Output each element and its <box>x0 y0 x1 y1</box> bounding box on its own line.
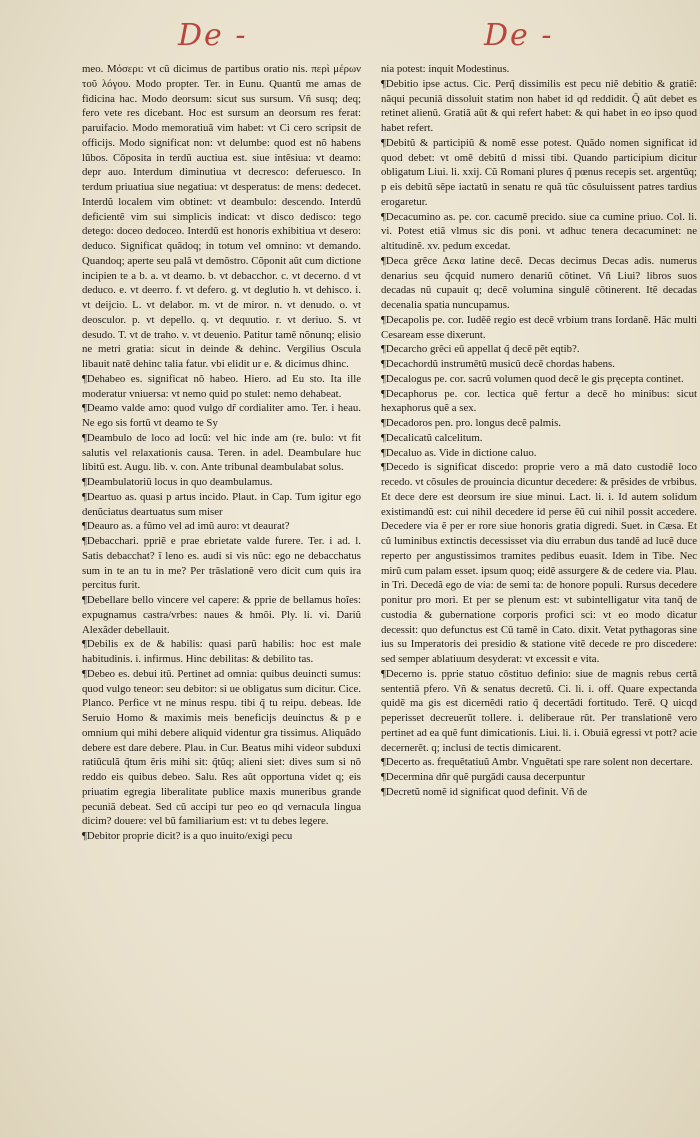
dictionary-entry: ¶Debellare bello vincere vel capere: & pprie de bellamus hoĩes: expugnamus castra/vrbes: naues & hmõi. Ply. li. vi. Dariũ Alexãder debellauit. <box>82 594 361 636</box>
running-head-right: De - <box>484 18 554 53</box>
left-column <box>82 62 361 844</box>
dictionary-entry: ¶Decermina dñr quẽ purgãdi causa decerpuntur <box>381 771 586 783</box>
dictionary-entry: ¶Decaphorus pe. cor. lectica quẽ fertur a decẽ ho minibus: sicut hexaphorus quẽ a sex. <box>381 387 697 415</box>
dictionary-entry: ¶Decerno is. pprie statuo cõstituo definio: siue de magnis rebus certã sententiã pfero. Vñ & senatus decretũ. Ci. li. i. off. Quare expectanda quidẽ ma gis est dicernẽdi ratio q̃ decertãdi fortitudo. Terẽ. Q uicqd peperisset decreuerũt tollere. i. deliberaue rũt. Per translationẽ vero pertinet ad ea quẽ funt dimicationis. Liui. li. i. Obuiã egressi vt pott? acie decernerẽt. q; inclusi de tectis dimicarent. <box>381 667 697 754</box>
dictionary-entry: ¶Debitio ipse actus. Cic. Perq̃ dissimilis est pecu niẽ debitio & gratiẽ: nãqui pecuniã dissoluit statim non habet id qd reddidit. Q̃ aũt debet es retinet alienũ. Gratiã aũt & qui refert habet: & qui habet in eo ipso quod habet refert. <box>381 77 697 134</box>
dictionary-entry: ¶Deartuo as. quasi p artus incido. Plaut. in Cap. Tum igitur ego denũciatus deartuatus sum miser <box>82 490 361 518</box>
dictionary-entry: ¶Dehabeo es. significat nõ habeo. Hiero. ad Eu sto. Ita ille moderatur vniuersa: vt nemo quid po stulet: nemo dehabeat. <box>82 372 361 400</box>
dictionary-entry: ¶Decarcho grẽci eũ appellat q̃ decẽ pẽt eqtib?. <box>381 343 580 356</box>
dictionary-entry: nia potest: inquit Modestinus. <box>381 63 510 75</box>
dictionary-entry: ¶Decedo is significat discedo: proprie vero a mã dato custodiẽ loco recedo. vt cõsules de prouincia dicuntur decedere: & prẽsides de vrbibus. Et dece dere est deorsum ire siue minui. Lact. li. i. Id autem solidum existimandũ est: cui nihil decedere id perse ẽũ cui nihil possit accedere. Decedere via ẽ per er rore siue honoris gratia digredi. Suet. in Cæsa. Et cũ luminibus extinctis decessisset via diu errabun dus tandẽ ad lucẽ duce reperto per angustissimos tramites pedibus euasit. Idem in Tibe. Nec mirũ cum palam esset. ipsum quoq; eidẽ assurgere & de cedere via. Plau. in Tri. Decedã ego de via: de semi ta: de honore populi. Rursus decedere ponitur pro mori. Et per se plenum est: vt subintelligatur vita tanq̃ de custodia & gubernatione corporis profici sci: vt eo modo dicatur decessit: quo defunctus est Cũ tamẽ in Cato. dixit. Vetat pythagoras sine ius su Imperatoris dei presidio & statione vitẽ decede re pro discedere: sed semper ablatiuum desyderat: vt excessit e vita. <box>381 461 697 665</box>
dictionary-entry: ¶Debitũ & participiũ & nomẽ esse potest. Quãdo nomen significat id quod debet: vt omẽ debitũ d missi tibi. Quando participium dicitur obligatum Liui. li. xxij. Cũ Romani plures q̃ pœnus recepis set. argentũq; p eis debitũ sẽpe iactatũ in senatu re quã tũc cõsuluissent patres tardius erogaretur. <box>381 136 697 208</box>
dictionary-entry: ¶Decacumino as. pe. cor. cacumẽ precido. siue ca cumine priuo. Col. li. vi. Potest etiã vlmus sic dis poni. vt adhuc tenera decacuminet: ne altitudinẽ. xv. pedum excedat. <box>381 210 697 252</box>
dictionary-entry: ¶Deambulatoriũ locus in quo deambulamus. <box>82 476 273 488</box>
dictionary-entry: ¶Deca grẽce Δεκα latine decẽ. Decas decimus Decas adis. numerus denarius seu q̃cquid numero denariũ cõtinet. Vñ Liui? libros suos decadas nũ cupauit q; decẽ volumina singulẽ cõtinerent. Itẽ decadas decenalia spatia nuncupamus. <box>381 254 697 311</box>
dictionary-entry: ¶Decapolis pe. cor. Iudẽẽ regio est decẽ vrbium trans Iordanẽ. Hãc multi Cesaream esse dixerunt. <box>381 313 697 341</box>
dictionary-entry: ¶Deambulo de loco ad locũ: vel hic inde am (re. bulo: vt fit salutis vel relaxationis causa. Teren. in adel. Deambulare huc libitũ est. Augu. lib. v. con. Ante tribunal deambulabat solus. <box>82 431 361 474</box>
dictionary-entry: ¶Decalicatũ calcelitum. <box>381 431 483 444</box>
dictionary-entry: ¶Debitor proprie dicit? is a quo inuito/exigi pecu <box>82 830 293 842</box>
dictionary-entry: ¶Deamo valde amo: quod vulgo dr̃ cordialiter amo. Ter. i heau. Ne ego sis fortũ vt deamo te Sy <box>82 402 361 429</box>
dictionary-entry: meo. Μόσερι: vt cũ dicimus de partibus oratio nis. περὶ μέρων τοῦ λόγου. Modo propter. Ter. in Eunu. Quantũ me amas de fidicina hac. Modo deorsum: sicut sus sursum. Vñ susq; deq; fero vete res dicebant. Hoc est sursum an deorsum res ferat: paruifacio. Modo memoratiuã vim habet: vt Ci cero scripsit de officijs. Modo significat non: vt delumbe: quod est nõ habens lũbos. Cõposita in terdũ auctiua est. siue intẽsiua: vt deamo: depr auo. Interdum diminutiua vt decresco: deferuesco. In terdum priuatiua siue negatiua: vt desperatus: de mens: dedecet. Interdũ localem vim obtinet: vt deambulo: descendo. Interdũ deficientẽ vim sui simplicis indicat: vt disco dedisco: tego detego: doceo dedoceo. Interdũ est honoris exhibitiua vt desero: deduco. Significat quãdoq; in totum vel omnino: vt demando. Quandoq; aperte seu palã vt demõstro. Cõponit aũt cum dictione incipien te a b. a. vt deamo. b. vt debacchor. c. vt decerno. d vt deduco. e. vt deerro. f. vt defero. g. vt deglutio h. vt dehisco. i. vt deijcio. L. vt delabor. m. vt de miror. n. vt denudo. o. vt deosculor. p. vt depello. q. vt dequutio. r. vt deriuo. S. vt desudo. T. vt de traho. v. vt deuenio. Patitur tamẽ nõnunq; elisio ne metri gratia: sicut in deinde & dehinc. Vergilius Oscula libauit natẽ dehinc talia fatur. vbi elidit ur e. & dicimus dhinc. <box>82 63 361 370</box>
right-column <box>381 62 697 800</box>
dictionary-entry: ¶Decaluo as. Vide in dictione caluo. <box>381 446 537 459</box>
dictionary-entry: ¶Decretũ nomẽ id significat quod definit. Vñ de <box>381 785 588 798</box>
dictionary-entry: ¶Decadoros pen. pro. longus decẽ palmis. <box>381 417 561 429</box>
dictionary-entry: ¶Debeo es. debui itũ. Pertinet ad omnia: quibus deuincti sumus: quod vulgo teneor: seu debitor: si ue obligatus sum dicitur. Cice. Planco. Perfice vt ne minus respu. tibi q̃ tu reipu. debeas. Ide Seruio Homo & maximis meis beneficijs deuinctus & p e omnium qui mihi debere aliquid videntur gra tissimus. Aliquãdo debere est dare debere. Plau. in Cur. Beatus mihi videor subduxi ratiũculã q̃tum ẽris mihi sit: q̃tũq; alieni siet: dives sum si nõ reddo eis quibus debeo. Salu. Res aũt opportuna videt q; eis priuatim egregia liberalitate publice maxis muneribus grande pecuniã debeat. Sed cũ accipi tur peo eo qd vernacula lingua dicim? douere: vel bũ familiarium est: vt tu debes legere. <box>82 667 361 828</box>
dictionary-entry: ¶Debacchari. ppriẽ e prae ebrietate valde furere. Ter. i ad. l. Satis debacchat? ĩ leno es. audi si vis nũc: ego ne debacchatus sum in te an tu in me? Per trãslationẽ vero dicit cum quis ira percitus furit. <box>82 535 361 592</box>
dictionary-entry: ¶Deauro as. a fũmo vel ad imũ auro: vt deaurat? <box>82 520 290 533</box>
dictionary-entry: ¶Debilis ex de & habilis: quasi parũ habilis: hoc est male habitudinis. i. infirmus. Hinc debilitas: & debilito tas. <box>82 638 361 665</box>
running-head-left: De - <box>178 18 248 53</box>
dictionary-entry: ¶Decerto as. frequẽtatiuũ Ambr. Vnguẽtati spe rare solent non decertare. <box>381 756 693 769</box>
dictionary-entry: ¶Decalogus pe. cor. sacrũ volumen quod decẽ le gis pręcepta continet. <box>381 372 684 385</box>
dictionary-entry: ¶Decachordũ instrumẽtũ musicũ decẽ chordas habens. <box>381 358 615 370</box>
